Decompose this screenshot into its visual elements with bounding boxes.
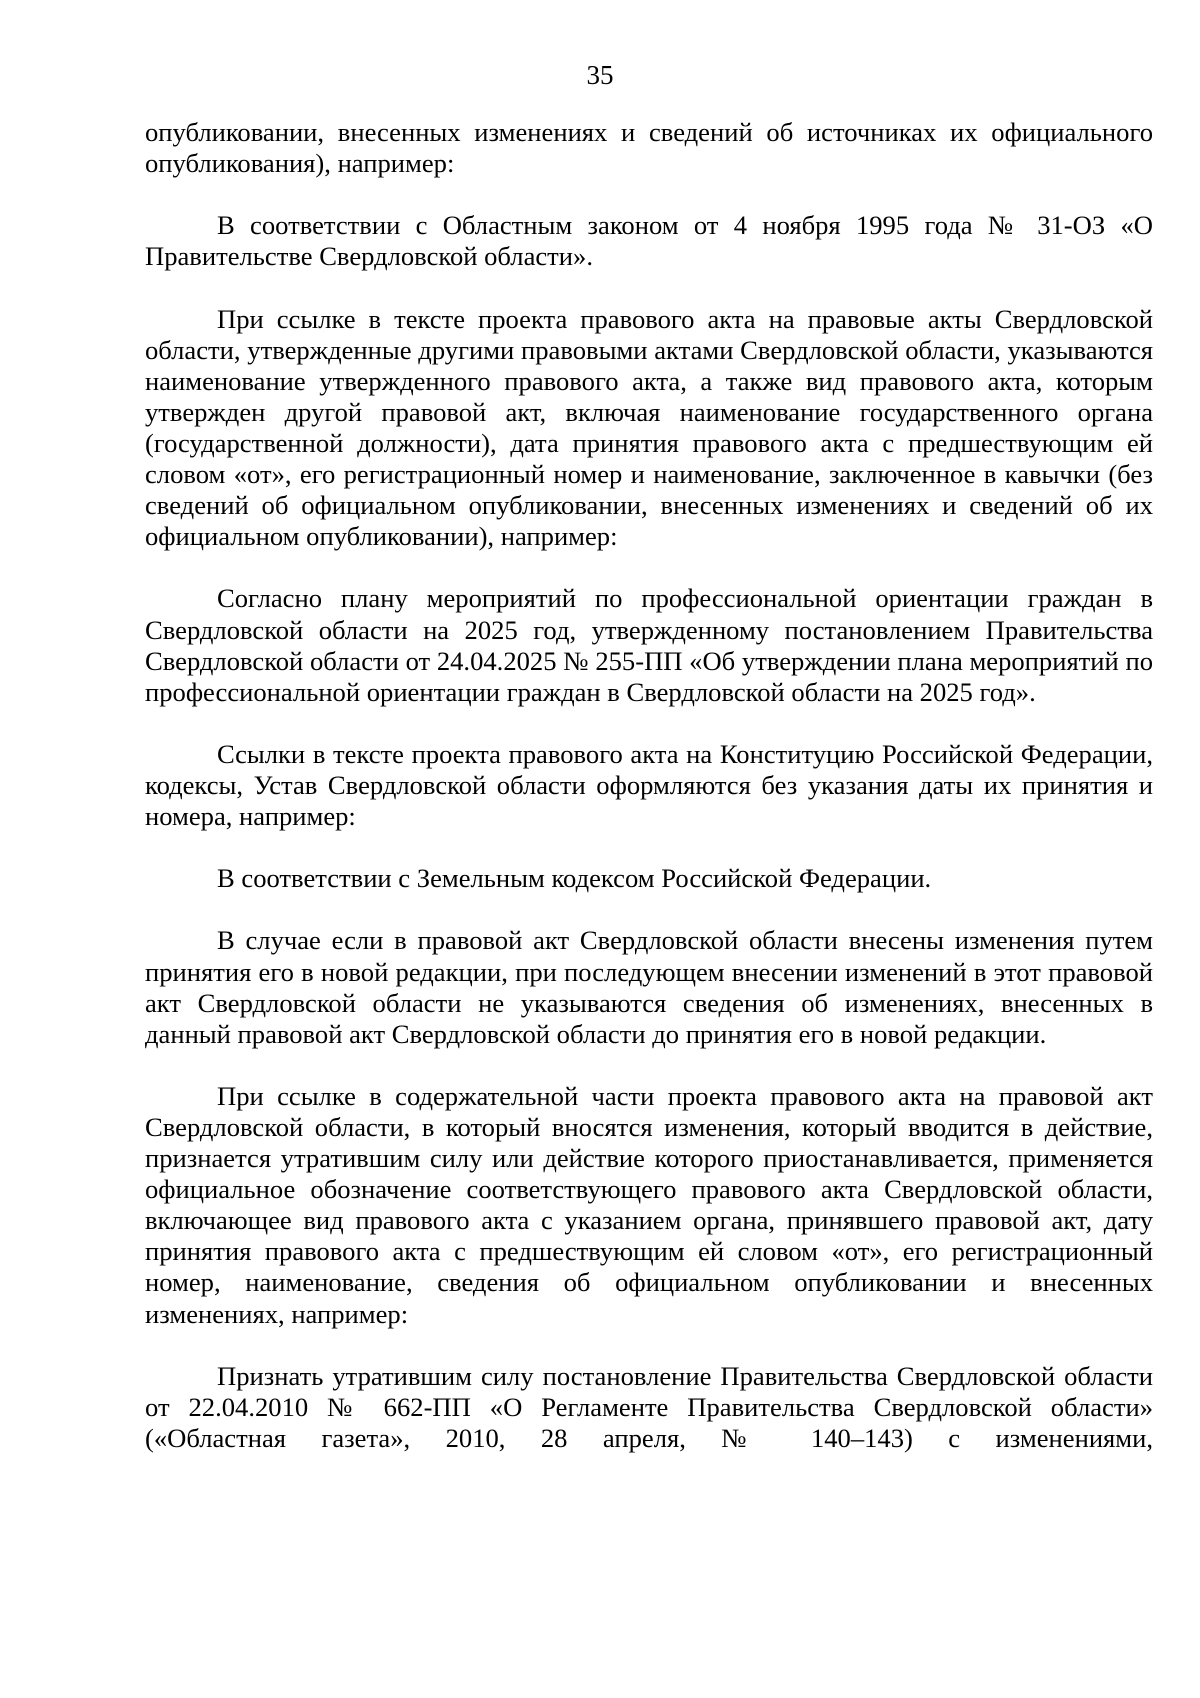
paragraph-example-repeal: Признать утратившим силу постановление Правительства Свердловской области от 22.04.2010 № 662-ПП «О Регламенте Правительства Свердловской области» («Областная газета», 2010, 28 апреля, № 140–143) с изменениями, [145, 1360, 1153, 1453]
paragraph-new-edition-rule: В случае если в правовой акт Свердловской области внесены изменения путем принятия его в новой редакции, при последующем внесении изменений в этот правовой акт Свердловской области не указываются сведения об изменениях, внесенных в данный правовой акт Свердловской области до принятия его в новой редакции. [145, 925, 1153, 1049]
paragraph-example-career-plan: Согласно плану мероприятий по профессиональной ориентации граждан в Свердловской области на 2025 год, утвержденному постановлением Правительства Свердловской области от 24.04.2025 № 255-ПП «Об утверждении плана мероприятий по профессиональной ориентации граждан в Свердловской области на 2025 год». [145, 583, 1153, 707]
document-body [145, 117, 1153, 1454]
paragraph-continuation: опубликовании, внесенных изменениях и сведений об источниках их официального опубликования), например: [145, 117, 1153, 179]
paragraph-example-land-code: В соответствии с Земельным кодексом Российской Федерации. [217, 863, 932, 894]
paragraph-approved-acts-rule: При ссылке в тексте проекта правового акта на правовые акты Свердловской области, утвержденные другими правовыми актами Свердловской области, указываются наименование утвержденного правового акта, а также вид правового акта, которым утвержден другой правовой акт, включая наименование государственного органа (государственной должности), дата принятия правового акта с предшествующим ей словом «от», его регистрационный номер и наименование, заключенное в кавычки (без сведений об официальном опубликовании, внесенных изменениях и сведений об их официальном опубликовании), например: [145, 303, 1153, 552]
paragraph-example-regional-law: В соответствии с Областным законом от 4 ноября 1995 года № 31-ОЗ «О Правительстве Свердловской области». [145, 210, 1153, 272]
paragraph-amended-acts-rule: При ссылке в содержательной части проекта правового акта на правовой акт Свердловской области, в который вносятся изменения, который вводится в действие, признается утратившим силу или действие которого приостанавливается, применяется официальное обозначение соответствующего правового акта Свердловской области, включающее вид правового акта с указанием органа, принявшего правовой акт, дату принятия правового акта с предшествующим ей словом «от», его регистрационный номер, наименование, сведения об официальном опубликовании и внесенных изменениях, например: [145, 1080, 1153, 1329]
paragraph-constitution-codes-rule: Ссылки в тексте проекта правового акта на Конституцию Российской Федерации, кодексы, Устав Свердловской области оформляются без указания даты их принятия и номера, например: [145, 738, 1153, 832]
page-number: 35 [586, 60, 614, 90]
